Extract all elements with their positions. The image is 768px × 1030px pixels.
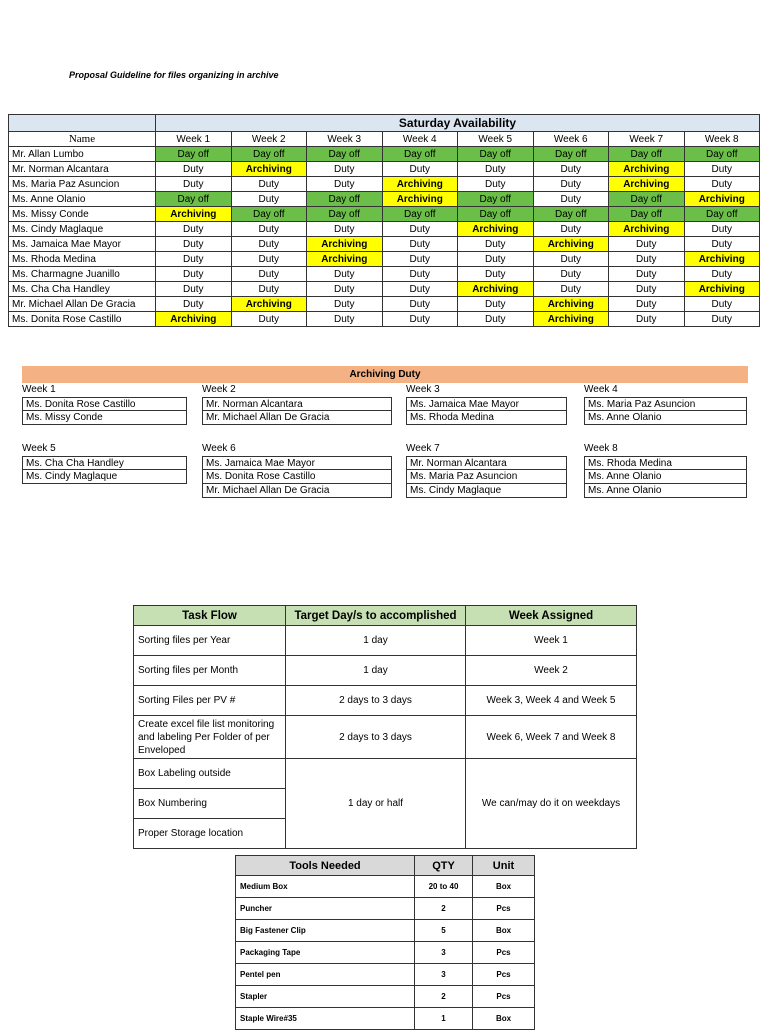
archiving-week-block <box>406 383 567 425</box>
availability-cell: Duty <box>533 252 609 267</box>
archiving-assignee: Ms. Cha Cha Handley <box>22 456 187 470</box>
person-name: Ms. Cha Cha Handley <box>9 282 156 297</box>
availability-cell: Duty <box>307 312 383 327</box>
task-flow-header: Week Assigned <box>466 606 637 626</box>
archiving-assignee: Ms. Anne Olanio <box>584 470 747 484</box>
availability-cell: Duty <box>533 282 609 297</box>
availability-cell: Archiving <box>458 282 534 297</box>
availability-cell: Day off <box>307 192 383 207</box>
availability-cell: Day off <box>382 207 458 222</box>
availability-cell: Archiving <box>231 297 307 312</box>
availability-cell: Day off <box>231 147 307 162</box>
tool-name: Pentel pen <box>236 964 415 986</box>
availability-cell: Duty <box>231 282 307 297</box>
availability-row <box>9 192 760 207</box>
availability-title: Saturday Availability <box>156 115 760 132</box>
archiving-assignee: Mr. Michael Allan De Gracia <box>202 411 392 425</box>
archiving-week-block <box>584 383 747 425</box>
tool-qty: 2 <box>415 898 473 920</box>
availability-row <box>9 312 760 327</box>
availability-cell: Duty <box>231 177 307 192</box>
tool-row <box>236 876 535 898</box>
availability-cell: Duty <box>156 222 232 237</box>
availability-cell: Duty <box>382 282 458 297</box>
task-name: Sorting files per Month <box>134 656 286 686</box>
tool-name: Medium Box <box>236 876 415 898</box>
archiving-assignee: Mr. Michael Allan De Gracia <box>202 484 392 498</box>
tool-row <box>236 1008 535 1030</box>
person-name: Mr. Norman Alcantara <box>9 162 156 177</box>
tool-name: Staple Wire#35 <box>236 1008 415 1030</box>
archiving-assignee: Ms. Donita Rose Castillo <box>202 470 392 484</box>
archiving-assignee: Ms. Maria Paz Asuncion <box>406 470 567 484</box>
archiving-week-label: Week 6 <box>202 443 236 454</box>
availability-cell: Duty <box>156 252 232 267</box>
availability-cell: Duty <box>382 222 458 237</box>
availability-cell: Day off <box>458 192 534 207</box>
availability-cell: Duty <box>231 252 307 267</box>
availability-cell: Duty <box>382 312 458 327</box>
availability-cell: Duty <box>156 237 232 252</box>
tool-row <box>236 942 535 964</box>
availability-cell: Duty <box>458 312 534 327</box>
availability-cell: Duty <box>156 267 232 282</box>
availability-cell: Duty <box>609 237 685 252</box>
availability-cell: Duty <box>307 222 383 237</box>
archiving-week-block <box>406 442 567 498</box>
task-target: 2 days to 3 days <box>286 716 466 759</box>
availability-cell: Archiving <box>231 162 307 177</box>
tool-qty: 2 <box>415 986 473 1008</box>
availability-cell: Day off <box>458 147 534 162</box>
availability-cell: Duty <box>609 297 685 312</box>
availability-corner <box>9 115 156 132</box>
availability-cell: Duty <box>156 282 232 297</box>
task-name: Box Numbering <box>134 789 286 819</box>
task-target: 2 days to 3 days <box>286 686 466 716</box>
availability-cell: Day off <box>684 207 760 222</box>
availability-cell: Duty <box>231 267 307 282</box>
person-name: Ms. Maria Paz Asuncion <box>9 177 156 192</box>
task-name: Box Labeling outside <box>134 759 286 789</box>
availability-cell: Duty <box>307 267 383 282</box>
availability-cell: Archiving <box>533 297 609 312</box>
week-column-header: Week 7 <box>609 132 685 147</box>
availability-cell: Duty <box>533 222 609 237</box>
archiving-assignee: Ms. Rhoda Medina <box>406 411 567 425</box>
task-flow-header: Task Flow <box>134 606 286 626</box>
person-name: Ms. Donita Rose Castillo <box>9 312 156 327</box>
availability-cell: Duty <box>458 267 534 282</box>
availability-row <box>9 147 760 162</box>
archiving-assignee: Ms. Jamaica Mae Mayor <box>406 397 567 411</box>
availability-row <box>9 237 760 252</box>
task-name: Sorting files per Year <box>134 626 286 656</box>
task-name: Create excel file list monitoring and labeling Per Folder of per Enveloped <box>134 716 286 759</box>
availability-cell: Duty <box>533 192 609 207</box>
availability-cell: Day off <box>609 147 685 162</box>
task-target: 1 day <box>286 626 466 656</box>
archiving-assignee: Ms. Donita Rose Castillo <box>22 397 187 411</box>
availability-row <box>9 222 760 237</box>
task-week: Week 3, Week 4 and Week 5 <box>466 686 637 716</box>
availability-cell: Duty <box>382 297 458 312</box>
archiving-assignee: Ms. Missy Conde <box>22 411 187 425</box>
availability-cell: Duty <box>684 177 760 192</box>
availability-cell: Duty <box>156 297 232 312</box>
availability-cell: Duty <box>307 297 383 312</box>
tool-unit: Box <box>473 920 535 942</box>
availability-cell: Duty <box>231 192 307 207</box>
task-flow-table <box>133 605 637 849</box>
archiving-week-label: Week 1 <box>22 384 56 395</box>
tools-header: Unit <box>473 856 535 876</box>
availability-cell: Duty <box>231 222 307 237</box>
availability-cell: Archiving <box>307 252 383 267</box>
availability-cell: Archiving <box>382 177 458 192</box>
task-name: Proper Storage location <box>134 819 286 849</box>
availability-cell: Day off <box>156 192 232 207</box>
availability-cell: Day off <box>307 147 383 162</box>
availability-cell: Duty <box>684 237 760 252</box>
task-name: Sorting Files per PV # <box>134 686 286 716</box>
person-name: Ms. Charmagne Juanillo <box>9 267 156 282</box>
availability-cell: Duty <box>684 297 760 312</box>
availability-cell: Duty <box>684 222 760 237</box>
availability-cell: Duty <box>609 252 685 267</box>
archiving-week-block <box>202 442 392 498</box>
availability-cell: Day off <box>609 207 685 222</box>
availability-cell: Duty <box>156 162 232 177</box>
tool-unit: Pcs <box>473 964 535 986</box>
availability-cell: Day off <box>684 147 760 162</box>
task-flow-row <box>134 759 637 789</box>
tool-unit: Pcs <box>473 898 535 920</box>
week-column-header: Week 6 <box>533 132 609 147</box>
availability-cell: Duty <box>458 252 534 267</box>
availability-header-row <box>9 132 760 147</box>
archiving-assignee: Mr. Norman Alcantara <box>202 397 392 411</box>
archiving-week-block <box>584 442 747 498</box>
availability-cell: Archiving <box>533 312 609 327</box>
name-column-header: Name <box>9 132 156 147</box>
availability-cell: Duty <box>307 177 383 192</box>
availability-cell: Duty <box>684 162 760 177</box>
person-name: Ms. Missy Conde <box>9 207 156 222</box>
availability-cell: Day off <box>609 192 685 207</box>
archiving-week-block <box>22 442 187 484</box>
person-name: Ms. Anne Olanio <box>9 192 156 207</box>
availability-cell: Duty <box>307 282 383 297</box>
tool-qty: 3 <box>415 964 473 986</box>
availability-cell: Duty <box>609 312 685 327</box>
tools-header: QTY <box>415 856 473 876</box>
archiving-duty-title: Archiving Duty <box>22 366 748 383</box>
availability-cell: Day off <box>307 207 383 222</box>
availability-cell: Duty <box>382 252 458 267</box>
availability-cell: Archiving <box>684 192 760 207</box>
availability-cell: Duty <box>231 237 307 252</box>
availability-cell: Archiving <box>684 282 760 297</box>
person-name: Mr. Michael Allan De Gracia <box>9 297 156 312</box>
availability-row <box>9 162 760 177</box>
archiving-assignee: Ms. Maria Paz Asuncion <box>584 397 747 411</box>
availability-cell: Day off <box>533 147 609 162</box>
availability-cell: Duty <box>156 177 232 192</box>
archiving-week-label: Week 4 <box>584 384 618 395</box>
tool-unit: Box <box>473 1008 535 1030</box>
availability-row <box>9 177 760 192</box>
archiving-week-label: Week 5 <box>22 443 56 454</box>
availability-cell: Duty <box>533 162 609 177</box>
availability-cell: Archiving <box>609 177 685 192</box>
archiving-assignee: Mr. Norman Alcantara <box>406 456 567 470</box>
availability-row <box>9 282 760 297</box>
tool-qty: 1 <box>415 1008 473 1030</box>
availability-cell: Archiving <box>533 237 609 252</box>
availability-cell: Duty <box>458 162 534 177</box>
tool-row <box>236 986 535 1008</box>
tool-unit: Box <box>473 876 535 898</box>
task-target: 1 day or half <box>286 759 466 849</box>
archiving-week-block <box>202 383 392 425</box>
tool-row <box>236 964 535 986</box>
availability-cell: Duty <box>382 162 458 177</box>
week-column-header: Week 1 <box>156 132 232 147</box>
archiving-assignee: Ms. Cindy Maglaque <box>22 470 187 484</box>
person-name: Ms. Rhoda Medina <box>9 252 156 267</box>
tools-header: Tools Needed <box>236 856 415 876</box>
archiving-week-label: Week 7 <box>406 443 440 454</box>
archiving-assignee: Ms. Jamaica Mae Mayor <box>202 456 392 470</box>
archiving-week-label: Week 3 <box>406 384 440 395</box>
task-week: We can/may do it on weekdays <box>466 759 637 849</box>
availability-cell: Duty <box>533 267 609 282</box>
tool-name: Puncher <box>236 898 415 920</box>
availability-cell: Archiving <box>307 237 383 252</box>
task-flow-row <box>134 686 637 716</box>
week-column-header: Week 3 <box>307 132 383 147</box>
task-target: 1 day <box>286 656 466 686</box>
tool-unit: Pcs <box>473 986 535 1008</box>
archiving-assignee: Ms. Cindy Maglaque <box>406 484 567 498</box>
tool-row <box>236 898 535 920</box>
tool-name: Stapler <box>236 986 415 1008</box>
person-name: Ms. Cindy Maglaque <box>9 222 156 237</box>
availability-cell: Duty <box>458 237 534 252</box>
availability-cell: Archiving <box>382 192 458 207</box>
availability-cell: Duty <box>609 282 685 297</box>
availability-cell: Archiving <box>156 312 232 327</box>
task-week: Week 1 <box>466 626 637 656</box>
availability-cell: Duty <box>458 177 534 192</box>
availability-cell: Archiving <box>609 162 685 177</box>
archiving-week-label: Week 2 <box>202 384 236 395</box>
availability-cell: Day off <box>382 147 458 162</box>
task-flow-row <box>134 626 637 656</box>
availability-row <box>9 252 760 267</box>
availability-cell: Duty <box>609 267 685 282</box>
tool-unit: Pcs <box>473 942 535 964</box>
task-flow-row <box>134 716 637 759</box>
availability-cell: Day off <box>156 147 232 162</box>
week-column-header: Week 2 <box>231 132 307 147</box>
person-name: Ms. Jamaica Mae Mayor <box>9 237 156 252</box>
person-name: Mr. Allan Lumbo <box>9 147 156 162</box>
availability-row <box>9 267 760 282</box>
tool-qty: 5 <box>415 920 473 942</box>
availability-cell: Day off <box>458 207 534 222</box>
archiving-assignee: Ms. Anne Olanio <box>584 484 747 498</box>
availability-cell: Duty <box>382 267 458 282</box>
availability-cell: Archiving <box>156 207 232 222</box>
archiving-week-block <box>22 383 187 425</box>
availability-row <box>9 297 760 312</box>
availability-cell: Duty <box>458 297 534 312</box>
tool-row <box>236 920 535 942</box>
availability-cell: Duty <box>307 162 383 177</box>
archiving-assignee: Ms. Anne Olanio <box>584 411 747 425</box>
availability-cell: Duty <box>533 177 609 192</box>
availability-cell: Duty <box>382 237 458 252</box>
availability-cell: Day off <box>231 207 307 222</box>
availability-cell: Archiving <box>609 222 685 237</box>
week-column-header: Week 8 <box>684 132 760 147</box>
availability-cell: Duty <box>684 267 760 282</box>
availability-cell: Day off <box>533 207 609 222</box>
saturday-availability-table <box>8 114 760 327</box>
task-flow-header: Target Day/s to accomplished <box>286 606 466 626</box>
availability-cell: Duty <box>684 312 760 327</box>
task-flow-row <box>134 656 637 686</box>
week-column-header: Week 4 <box>382 132 458 147</box>
task-flow-header-row <box>134 606 637 626</box>
task-week: Week 2 <box>466 656 637 686</box>
task-week: Week 6, Week 7 and Week 8 <box>466 716 637 759</box>
tool-qty: 3 <box>415 942 473 964</box>
availability-cell: Archiving <box>458 222 534 237</box>
availability-cell: Archiving <box>684 252 760 267</box>
availability-row <box>9 207 760 222</box>
archiving-week-label: Week 8 <box>584 443 618 454</box>
tool-name: Big Fastener Clip <box>236 920 415 942</box>
availability-cell: Duty <box>231 312 307 327</box>
tools-table <box>235 855 535 1030</box>
document-title: Proposal Guideline for files organizing in archive <box>69 70 279 80</box>
tools-header-row <box>236 856 535 876</box>
tool-name: Packaging Tape <box>236 942 415 964</box>
tool-qty: 20 to 40 <box>415 876 473 898</box>
archiving-assignee: Ms. Rhoda Medina <box>584 456 747 470</box>
week-column-header: Week 5 <box>458 132 534 147</box>
